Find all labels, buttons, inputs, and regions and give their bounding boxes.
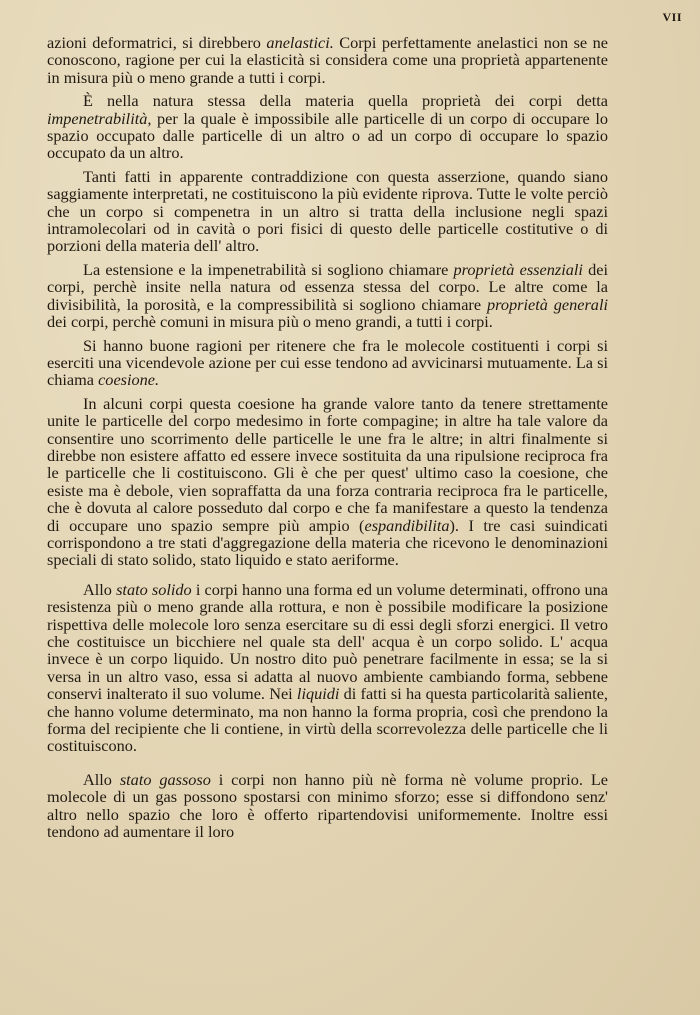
italic-term: espandibilita: [364, 515, 450, 535]
italic-term: proprietà generali: [486, 294, 608, 314]
paragraph: Allo stato solido i corpi hanno una forma ed un volume determinati, offrono una resistenza più o meno grande alla rottura, e non è possibile modificare la posizione rispettiva delle molecole loro senza esercitare su di essi degli sforzi energici. Il vetro che costituisce un bicchiere nel quale sta dell' acqua è un corpo solido. L' acqua invece è un corpo liquido. Un nostro dito può penetrare facilmente in essa; se la si versa in un altro vaso, essa si adatta al nuovo ambiente cambiando forma, sebbene conservi inalterato il suo volume. Nei liquidi di fatti si ha questa particolarità saliente, che hanno volume determinato, ma non hanno la forma propria, così che prendono la forma del recipiente che li contiene, in virtù della scorrevolezza delle particelle che li costituiscono.: [47, 579, 609, 756]
italic-term: liquidi: [296, 684, 340, 704]
paragraph: Tanti fatti in apparente contraddizione con questa asserzione, quando siano saggiamente interpretati, ne costituiscono la più evidente riprova. Tutte le volte perciò che un corpo si compenetra in un altro si tratta della inclusione negli spazi intramolecolari od in cavità o pori fisici di questo delle particelle costitutive o di porzioni della materia dell' altro.: [47, 166, 608, 256]
paragraph: azioni deformatrici, si direbbero anelastici. Corpi perfettamente anelastici non se ne conoscono, ragione per cui la elasticità si considera come una proprietà appartenente in misura più o meno grande a tutti i corpi.: [47, 33, 608, 87]
italic-term: proprietà essenziali: [453, 259, 583, 279]
paragraph: In alcuni corpi questa coesione ha grande valore tanto da tenere strettamente unite le particelle del corpo medesimo in forte compagine; in altre ha tale valore da consentire uno scorrimento delle particelle le une fra le altre; in altri finalmente si direbbe non esistere affatto ed essere invece sostituita da una ripulsione reciproca fra le particelle che li costituiscono. Gli è che per quest' ultimo caso la coesione, che esiste ma è debole, vien sopraffatta da una forza contraria reciproca fra le particelle, che è dovuta al calore posseduto dal corpo e che fa manifestare a questo la tendenza di occupare uno spazio sempre più ampio (espandibilita). I tre casi suindicati corrispondono a tre stati d'aggregazione della materia che ricevono le denominazioni speciali di stato solido, stato liquido e stato aeriforme.: [47, 393, 608, 570]
paragraph: La estensione e la impenetrabilità si sogliono chiamare proprietà essenziali dei corpi, perchè insite nella natura od essenza stessa del corpo. Le altre come la divisibilità, la porosità, e la compressibilità si sogliono chiamare proprietà generali dei corpi, perchè comuni in misura più o meno grandi, a tutti i corpi.: [47, 259, 609, 332]
paragraph: È nella natura stessa della materia quella proprietà dei corpi detta impenetrabilità, per la quale è impossibile alle particelle di un corpo di occupare lo spazio occupato dalle particelle di un altro o ad un corpo di occupare lo spazio occupato da un altro.: [47, 91, 608, 163]
body-text: [47, 34, 608, 846]
italic-term: coesione.: [98, 370, 160, 390]
page-number: VII: [662, 10, 682, 24]
italic-term: anelastici.: [266, 33, 334, 52]
italic-term: impenetrabilità,: [47, 108, 152, 128]
paragraph: Allo stato gassoso i corpi non hanno più nè forma nè volume proprio. Le molecole di un gas possono spostarsi con minimo sforzo; esse si diffondono senz' altro nello spazio che loro è offerto ripartendovisi uniformemente. Inoltre essi tendono ad aumentare il loro: [47, 769, 608, 842]
paragraph: Si hanno buone ragioni per ritenere che fra le molecole costituenti i corpi si eserciti una vicendevole azione per cui esse tendono ad avvicinarsi mutuamente. La si chiama coesione.: [47, 335, 608, 390]
italic-term: stato solido: [116, 579, 192, 599]
italic-term: stato gassoso: [119, 769, 211, 789]
